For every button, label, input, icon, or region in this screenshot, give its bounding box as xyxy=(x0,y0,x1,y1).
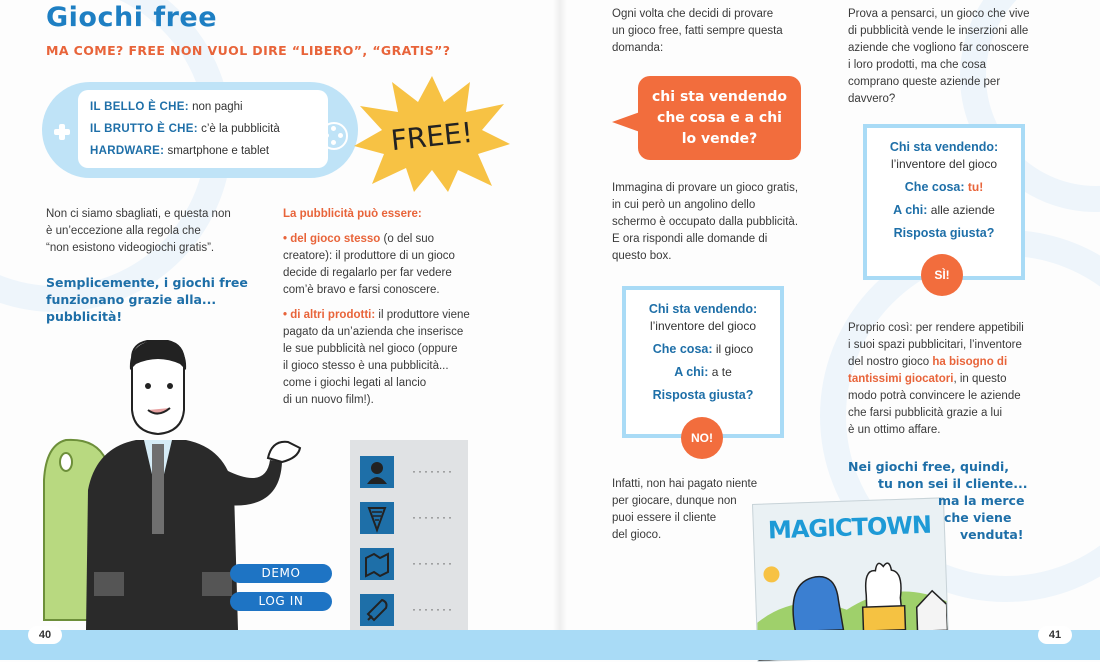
console-row: HARDWARE: smartphone e tablet xyxy=(90,145,270,157)
login-button[interactable]: LOG IN xyxy=(230,592,332,611)
page-number-left: 40 xyxy=(28,626,62,644)
col2-top-paragraph: Prova a pensarci, un gioco che vive di pubblicità vende le inserzioni alle aziende che vogliono far conoscere i loro prodotti, ma che cosa comprano queste aziende per davvero? xyxy=(848,8,1030,105)
ad-item-own-game: • del gioco stesso (o del suo creatore): il produttore di un gioco decide di regalarlo per far vedere com’è bravo e farsi conoscere. xyxy=(283,233,455,296)
tie xyxy=(152,444,164,534)
panel-dots: ······· xyxy=(412,510,454,524)
ad-types-column xyxy=(283,206,503,409)
speech-bubble: chi sta vendendo che cosa e a chi lo vende? xyxy=(638,76,801,160)
arm-right xyxy=(226,460,282,505)
col1-top-paragraph: Ogni volta che decidi di provare un gioco free, fatti sempre questa domanda: xyxy=(612,8,783,54)
shield-icon[interactable] xyxy=(360,502,394,534)
panel-dots: ······· xyxy=(412,602,454,616)
closing-line: venduta! xyxy=(960,527,1024,542)
game-console-box xyxy=(42,82,358,178)
page-gutter xyxy=(553,0,567,660)
answer-badge-no: NO! xyxy=(681,417,723,459)
console-row: IL BRUTTO È CHE: c’è la pubblicità xyxy=(90,123,280,135)
ad-bunny-dress xyxy=(863,606,906,631)
closing-line: che viene xyxy=(944,510,1012,525)
eye-right xyxy=(167,383,173,389)
ad-card-illustration xyxy=(755,546,948,643)
panel-dots: ······· xyxy=(412,556,454,570)
closing-line: Nei giochi free, quindi, xyxy=(848,459,1010,474)
ad-types-heading: La pubblicità può essere: xyxy=(283,208,422,220)
page-number-right: 41 xyxy=(1038,626,1072,644)
closing-line: tu non sei il cliente... xyxy=(878,476,1028,491)
console-row: IL BELLO È CHE: non paghi xyxy=(90,101,243,113)
col1-bottom-paragraph: Infatti, non hai pagato niente per giocare, dunque non puoi essere il cliente del gioco. xyxy=(612,478,758,541)
page-footer-band xyxy=(0,630,1100,660)
eye-left xyxy=(145,383,151,389)
login-panel xyxy=(350,440,468,630)
map-icon[interactable] xyxy=(360,548,394,580)
ad-card-title: MAGICTOWN xyxy=(767,510,932,545)
coat-pocket xyxy=(202,572,232,596)
page-title: Giochi free xyxy=(46,2,218,33)
answer-badge-yes: SÌ! xyxy=(921,254,963,296)
ad-item-other-products: • di altri prodotti: il produttore viene pagato da un’azienda che inserisce le sue pubblicità nel gioco (oppure il gioco stesso è una pubblicità... come i giochi legati al lancio di un nuovo film!). xyxy=(283,309,470,406)
ad-blue-creature xyxy=(792,576,844,632)
coat-pocket xyxy=(94,572,124,596)
character-illustration xyxy=(36,340,306,635)
col2-mid-paragraph: Proprio così: per rendere appetibili i suoi spazi pubblicitari, l’inventore del nostro gioco ha bisogno di tantissimi giocatori, in questo modo potrà convincere le aziende che farsi pubblicità grazie a lui è un ottimo affare. xyxy=(848,322,1024,436)
question-box-you: Chi sta vendendo: l’inventore del gioco Che cosa: tu! A chi: alle aziende Risposta giusta? xyxy=(863,124,1025,280)
col1-mid-paragraph: Immagina di provare un gioco gratis, in cui però un angolino dello schermo è occupato dalla pubblicità. E ora rispondi alle domande di questo box. xyxy=(612,182,799,262)
closing-line: ma la merce xyxy=(938,493,1025,508)
free-burst xyxy=(352,74,512,194)
question-box-game: Chi sta vendendo: l’inventore del gioco Che cosa: il gioco A chi: a te Risposta giusta? xyxy=(622,286,784,438)
rocket-icon[interactable] xyxy=(360,594,394,626)
speech-bubble-tail xyxy=(612,112,640,132)
intro-paragraph: Non ci siamo sbagliati, e questa non è un’eccezione alla regola che “non esistono videogiochi gratis”. xyxy=(46,208,231,254)
demo-button[interactable]: DEMO xyxy=(230,564,332,583)
chair-hole xyxy=(60,453,72,471)
free-burst-text: FREE! xyxy=(389,115,475,158)
dpad-icon xyxy=(54,124,70,140)
page-subtitle: MA COME? FREE NON VUOL DIRE “LIBERO”, “GRATIS”? xyxy=(46,43,451,58)
console-text xyxy=(78,90,328,163)
hand-right xyxy=(268,442,300,462)
panel-dots: ······· xyxy=(412,464,454,478)
console-screen xyxy=(78,90,328,168)
highlight-paragraph: Semplicemente, i giochi free funzionano grazie alla... pubblicità! xyxy=(46,275,248,324)
user-icon[interactable] xyxy=(360,456,394,488)
ad-sun xyxy=(763,566,780,583)
action-buttons-icon xyxy=(320,122,348,150)
